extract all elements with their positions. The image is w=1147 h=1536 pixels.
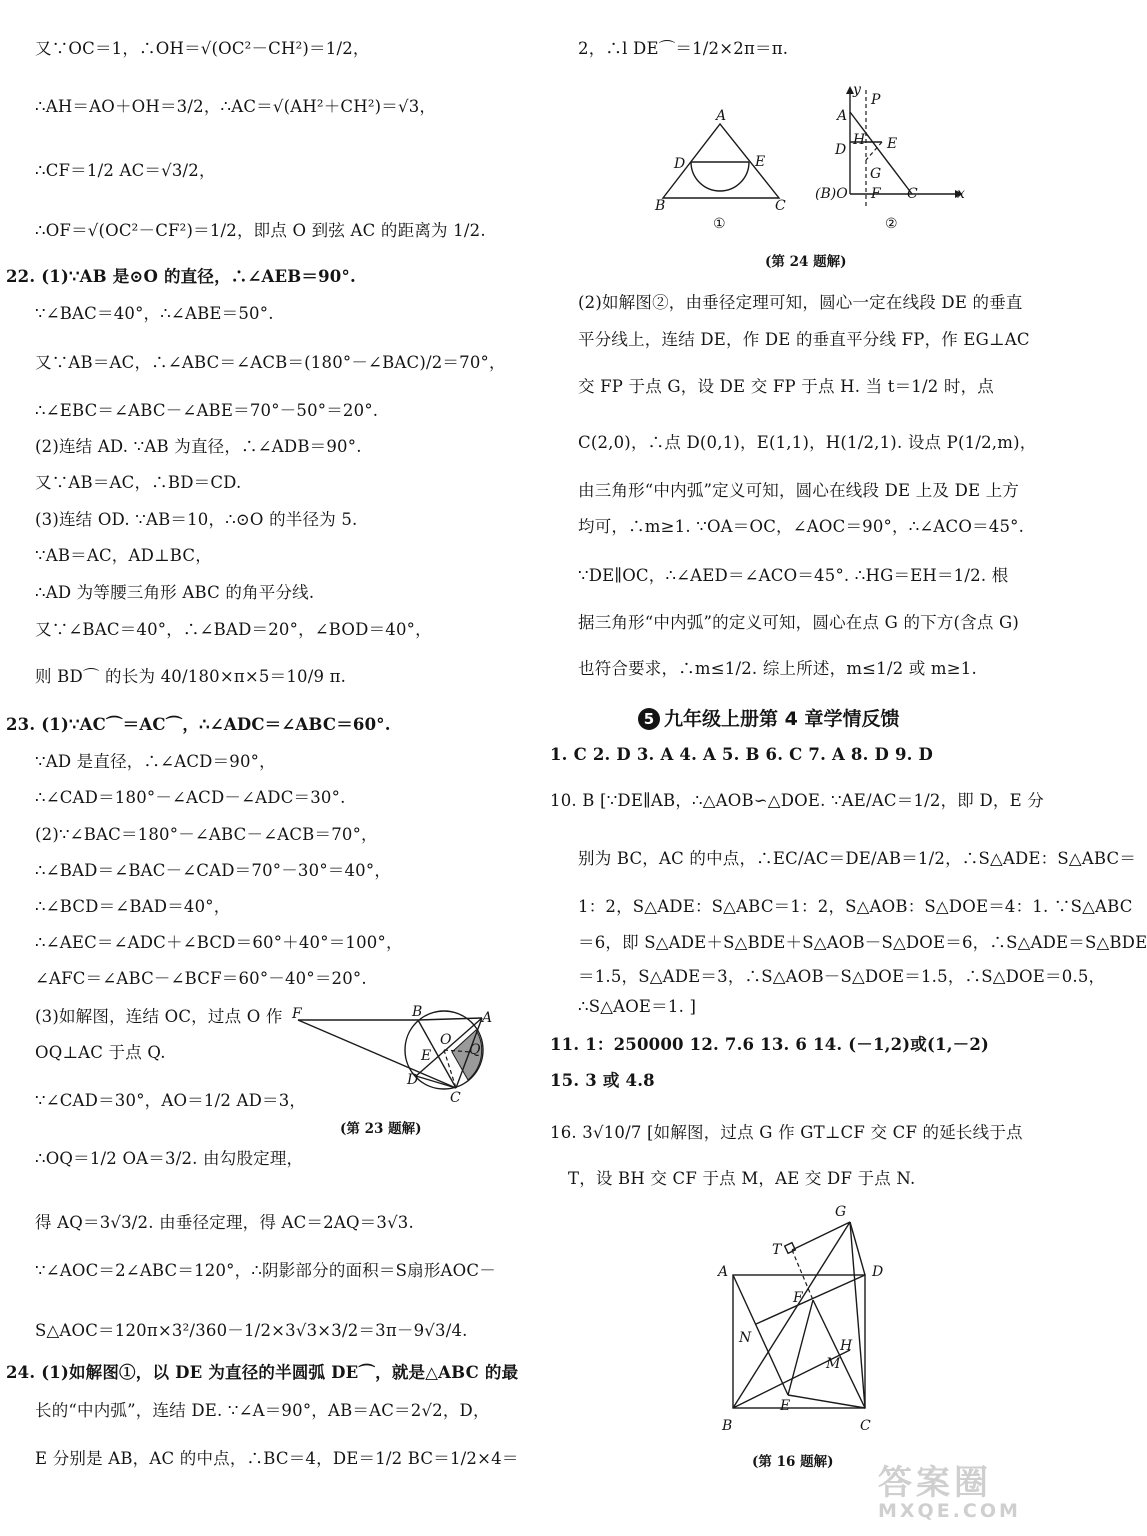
fig-label: E — [887, 136, 898, 152]
figure-q23 — [290, 1000, 500, 1110]
text-line: 又∵∠BAC＝40°，∴∠BAD＝20°，∠BOD＝40°， — [35, 620, 432, 639]
text-line: E 分别是 AB，AC 的中点，∴BC＝4，DE＝1/2 BC＝1/2×4＝ — [35, 1449, 519, 1468]
fig-label: A — [716, 108, 727, 124]
text-line: 平分线上，连结 DE，作 DE 的垂直平分线 FP，作 EG⊥AC — [578, 330, 1030, 349]
answers-11-14: 11. 1：250000 12. 7.6 13. 6 14. (－1,2)或(1,－2) — [550, 1035, 990, 1054]
text-line: ∴∠BCD＝∠BAD＝40°， — [35, 897, 231, 916]
text-line: (3)如解图，连结 OC，过点 O 作 — [35, 1007, 283, 1026]
text-line: 由三角形“中内弧”定义可知，圆心在线段 DE 上及 DE 上方 — [578, 481, 1020, 500]
fig-label: x — [957, 186, 965, 202]
fig-label: F — [292, 1006, 302, 1022]
figure-q24-2 — [815, 82, 975, 232]
text-line: 均可，∴m≥1. ∵OA＝OC，∠AOC＝90°，∴∠ACO＝45°. — [578, 517, 1025, 536]
question-22-part-1: 22. (1)∵AB 是⊙O 的直径，∴∠AEB＝90°. — [6, 267, 356, 286]
fig-label: M — [826, 1356, 841, 1372]
text-line: ∴∠AEC＝∠ADC＋∠BCD＝60°＋40°＝100°， — [35, 933, 403, 952]
fig-label: C — [907, 186, 918, 202]
fig-label: A — [482, 1010, 493, 1026]
fig-label: D — [835, 142, 847, 158]
fig-label: ① — [713, 216, 726, 232]
answers-1-9: 1. C 2. D 3. A 4. A 5. B 6. C 7. A 8. D 9. D — [550, 745, 934, 764]
question-23-part-1: 23. (1)∵AC⌒＝AC⌒，∴∠ADC＝∠ABC＝60°. — [6, 715, 391, 734]
fig-label: A — [718, 1264, 729, 1280]
fig-label: C — [860, 1418, 871, 1434]
text-line: (2)连结 AD. ∵AB 为直径，∴∠ADB＝90°. — [35, 437, 362, 456]
fig-label: P — [871, 92, 881, 108]
answer-16-line: 16. 3√10/7 [如解图，过点 G 作 GT⊥CF 交 CF 的延长线于点 — [550, 1123, 1023, 1142]
text-line: 又∵OC＝1，∴OH＝√(OC²－CH²)＝1/2， — [35, 39, 370, 58]
text-line: 据三角形“中内弧”的定义可知，圆心在点 G 的下方(含点 G) — [578, 613, 1020, 632]
fig-label: F — [793, 1290, 803, 1306]
text-line: C(2,0)，∴点 D(0,1)，E(1,1)，H(1/2,1). 设点 P(1/2,m)， — [578, 433, 1037, 452]
fig-label: H — [840, 1338, 853, 1354]
fig-label: y — [853, 82, 861, 98]
text-line: ∴CF＝1/2 AC＝√3/2， — [35, 161, 216, 180]
text-line: (2)∵∠BAC＝180°－∠ABC－∠ACB＝70°， — [35, 825, 378, 844]
text-line: T，设 BH 交 CF 于点 M，AE 交 DF 于点 N. — [568, 1169, 916, 1188]
fig-label: Q — [469, 1042, 481, 1058]
fig-label: B — [412, 1004, 423, 1020]
fig-label: D — [872, 1264, 884, 1280]
fig-label: B — [655, 198, 666, 214]
text-line: ∵AB＝AC，AD⊥BC， — [35, 546, 212, 565]
text-line: 交 FP 于点 G，设 DE 交 FP 于点 H. 当 t＝1/2 时，点 — [578, 377, 994, 396]
text-line: ∵∠AOC＝2∠ABC＝120°，∴阴影部分的面积＝S扇形AOC－ — [35, 1261, 496, 1280]
text-line: ∴∠BAD＝∠BAC－∠CAD＝70°－30°＝40°， — [35, 861, 392, 880]
text-line: ∴AH＝AO＋OH＝3/2，∴AC＝√(AH²＋CH²)＝√3， — [35, 97, 437, 116]
text-line: S△AOC＝120π×3²/360－1/2×3√3×3/2＝3π－9√3/4. — [35, 1321, 468, 1340]
fig-label: G — [870, 166, 882, 182]
text-line: 长的“中内弧”，连结 DE. ∵∠A＝90°，AB＝AC＝2√2，D， — [35, 1401, 490, 1420]
figure-caption: (第 24 题解) — [765, 254, 847, 270]
text-line: 别为 BC，AC 的中点，∴EC/AC＝DE/AB＝1/2，∴S△ADE：S△ABC＝ — [578, 849, 1137, 868]
text-line: ∵AD 是直径，∴∠ACD＝90°， — [35, 752, 276, 771]
fig-label: B — [722, 1418, 733, 1434]
fig-label: N — [739, 1330, 752, 1346]
text-line: ∴AD 为等腰三角形 ABC 的角平分线. — [35, 583, 315, 602]
section-heading — [638, 704, 899, 731]
text-line: ∵DE∥OC，∴∠AED＝∠ACO＝45°. ∴HG＝EH＝1/2. 根 — [578, 566, 1009, 585]
figure-q16 — [700, 1200, 900, 1440]
fig-label: C — [450, 1090, 461, 1106]
fig-label: O — [440, 1032, 452, 1048]
fig-label: F — [871, 186, 881, 202]
text-line: ∴S△AOE＝1. ] — [578, 997, 697, 1016]
text-line: ∴OQ＝1/2 OA＝3/2. 由勾股定理， — [35, 1149, 304, 1168]
answer-10-line: 10. B [∵DE∥AB，∴△AOB∽△DOE. ∵AE/AC＝1/2，即 D，E 分 — [550, 791, 1044, 810]
answer-15: 15. 3 或 4.8 — [550, 1071, 655, 1090]
text-line: ∴∠CAD＝180°－∠ACD－∠ADC＝30°. — [35, 788, 346, 807]
fig-label: E — [421, 1048, 432, 1064]
watermark-url: MXQE.COM — [878, 1500, 1021, 1522]
question-24-part-1: 24. (1)如解图①，以 DE 为直径的半圆弧 DE⌒，就是△ABC 的最 — [6, 1363, 519, 1382]
text-line: 得 AQ＝3√3/2. 由垂径定理，得 AC＝2AQ＝3√3. — [35, 1213, 414, 1232]
section-title: 九年级上册第 4 章学情反馈 — [664, 708, 900, 730]
text-line: ＝1.5，S△ADE＝3，∴S△AOB－S△DOE＝1.5，∴S△DOE＝0.5， — [578, 967, 1106, 986]
text-line: (2)如解图②，由垂径定理可知，圆心一定在线段 DE 的垂直 — [578, 293, 1023, 312]
fig-label: D — [407, 1072, 419, 1088]
text-line: ∠AFC＝∠ABC－∠BCF＝60°－40°＝20°. — [35, 969, 367, 988]
text-line: 也符合要求，∴m≤1/2. 综上所述，m≤1/2 或 m≥1. — [578, 659, 977, 678]
text-line: ∴∠EBC＝∠ABC－∠ABE＝70°－50°＝20°. — [35, 401, 379, 420]
text-line: ＝6，即 S△ADE＋S△BDE＋S△AOB－S△DOE＝6，∴S△ADE＝S△BDE — [578, 933, 1147, 952]
text-line: 又∵AB＝AC，∴BD＝CD. — [35, 473, 242, 492]
watermark-logo-text: 答案圈 — [878, 1463, 992, 1503]
fig-label: (B)O — [815, 186, 848, 202]
fig-label: E — [780, 1398, 791, 1414]
figure-caption: (第 23 题解) — [340, 1121, 422, 1137]
fig-label: D — [674, 156, 686, 172]
text-line: ∵∠BAC＝40°，∴∠ABE＝50°. — [35, 304, 274, 323]
figure-q24-1 — [655, 110, 805, 230]
text-line: OQ⊥AC 于点 Q. — [35, 1043, 166, 1062]
section-number-badge: 5 — [638, 708, 660, 730]
text-line: 1：2，S△ADE：S△ABC＝1：2，S△AOB：S△DOE＝4：1. ∵S△ABC — [578, 897, 1133, 916]
text-line: ∴OF＝√(OC²－CF²)＝1/2，即点 O 到弦 AC 的距离为 1/2. — [35, 221, 486, 240]
text-line: 则 BD⌒ 的长为 40/180×π×5＝10/9 π. — [35, 667, 347, 686]
fig-label: T — [772, 1242, 782, 1258]
text-line: 又∵AB＝AC，∴∠ABC＝∠ACB＝(180°－∠BAC)/2＝70°， — [35, 353, 506, 372]
text-line: 2，∴l DE⌒＝1/2×2π＝π. — [578, 39, 789, 58]
text-line: ∵∠CAD＝30°，AO＝1/2 AD＝3， — [35, 1091, 307, 1110]
fig-label: A — [837, 108, 848, 124]
fig-label: E — [755, 154, 766, 170]
text-line: (3)连结 OD. ∵AB＝10，∴⊙O 的半径为 5. — [35, 510, 358, 529]
fig-label: C — [775, 198, 786, 214]
fig-label: ② — [885, 216, 898, 232]
fig-label: G — [835, 1204, 847, 1220]
fig-label: H — [853, 132, 866, 148]
figure-caption: (第 16 题解) — [752, 1454, 834, 1470]
